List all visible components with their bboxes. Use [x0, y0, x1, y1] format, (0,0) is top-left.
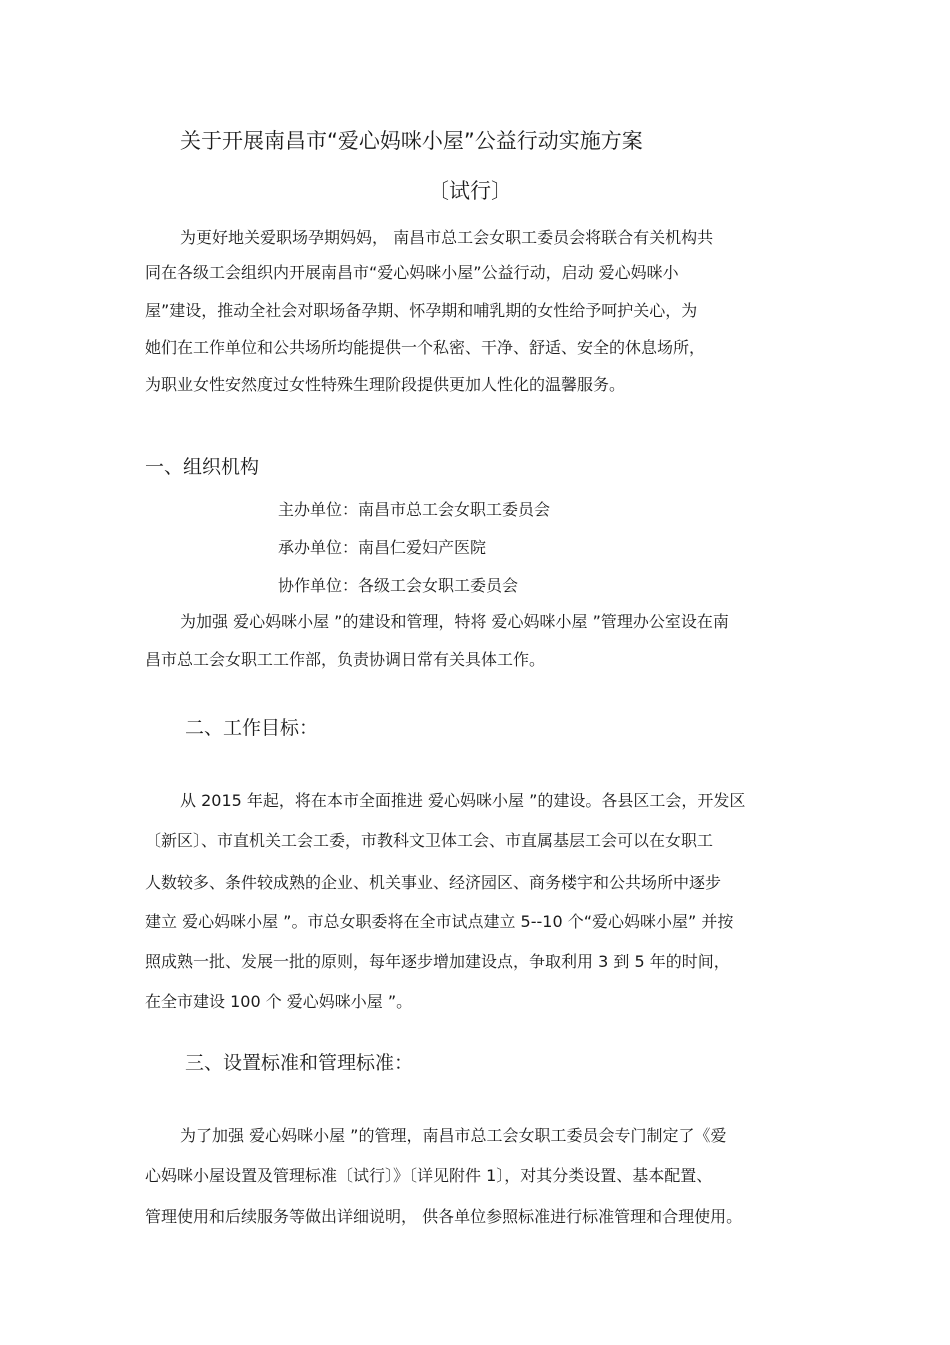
- organizer-unit: 主办单位：南昌市总工会女职工委员会: [278, 500, 551, 519]
- undertaker-unit: 承办单位：南昌仁爱妇产医院: [278, 538, 487, 557]
- section3-para-line: 为了加强 爱心妈咪小屋 ”的管理，南昌市总工会女职工委员会专门制定了《爱: [180, 1126, 727, 1145]
- section1-heading: 一、组织机构: [145, 456, 260, 478]
- section3-para-line: 心妈咪小屋设置及管理标准〔试行〕》〔详见附件 1〕，对其分类设置、基本配置、: [145, 1166, 713, 1185]
- section3-para-line: 管理使用和后续服务等做出详细说明， 供各单位参照标准进行标准管理和合理使用。: [145, 1207, 743, 1226]
- section2-para-line: 照成熟一批、发展一批的原则，每年逐步增加建设点，争取利用 3 到 5 年的时间，: [145, 952, 730, 971]
- section1-para-line: 为加强 爱心妈咪小屋 ”的建设和管理，特将 爱心妈咪小屋 ”管理办公室设在南: [180, 612, 729, 631]
- section2-heading: 二、工作目标：: [185, 717, 319, 739]
- intro-line: 为职业女性安然度过女性特殊生理阶段提供更加人性化的温馨服务。: [145, 375, 626, 394]
- intro-line: 为更好地关爱职场孕期妈妈， 南昌市总工会女职工委员会将联合有关机构共: [180, 228, 714, 247]
- section2-para-line: 从 2015 年起，将在本市全面推进 爱心妈咪小屋 ”的建设。各县区工会，开发区: [180, 791, 746, 810]
- intro-line: 同在各级工会组织内开展南昌市“爱心妈咪小屋”公益行动，启动 爱心妈咪小: [145, 263, 679, 282]
- section3-heading: 三、设置标准和管理标准：: [185, 1052, 414, 1074]
- section2-para-line: 人数较多、条件较成熟的企业、机关事业、经济园区、商务楼宇和公共场所中逐步: [145, 873, 722, 892]
- intro-line: 她们在工作单位和公共场所均能提供一个私密、干净、舒适、安全的休息场所，: [145, 338, 706, 357]
- section2-para-line: 建立 爱心妈咪小屋 ”。市总女职委将在全市试点建立 5--10 个“爱心妈咪小屋” 并按: [145, 912, 734, 931]
- cooperator-unit: 协作单位：各级工会女职工委员会: [278, 576, 519, 595]
- document-title: 关于开展南昌市“爱心妈咪小屋”公益行动实施方案: [180, 129, 643, 153]
- section2-para-line: 在全市建设 100 个 爱心妈咪小屋 ”。: [145, 992, 413, 1011]
- document-subtitle: 〔试行〕: [428, 179, 512, 203]
- section2-para-line: 〔新区〕、市直机关工会工委，市教科文卫体工会、市直属基层工会可以在女职工: [145, 831, 714, 850]
- section1-para-line: 昌市总工会女职工工作部，负责协调日常有关具体工作。: [145, 650, 546, 669]
- intro-line: 屋”建设，推动全社会对职场备孕期、怀孕期和哺乳期的女性给予呵护关心，为: [145, 301, 698, 320]
